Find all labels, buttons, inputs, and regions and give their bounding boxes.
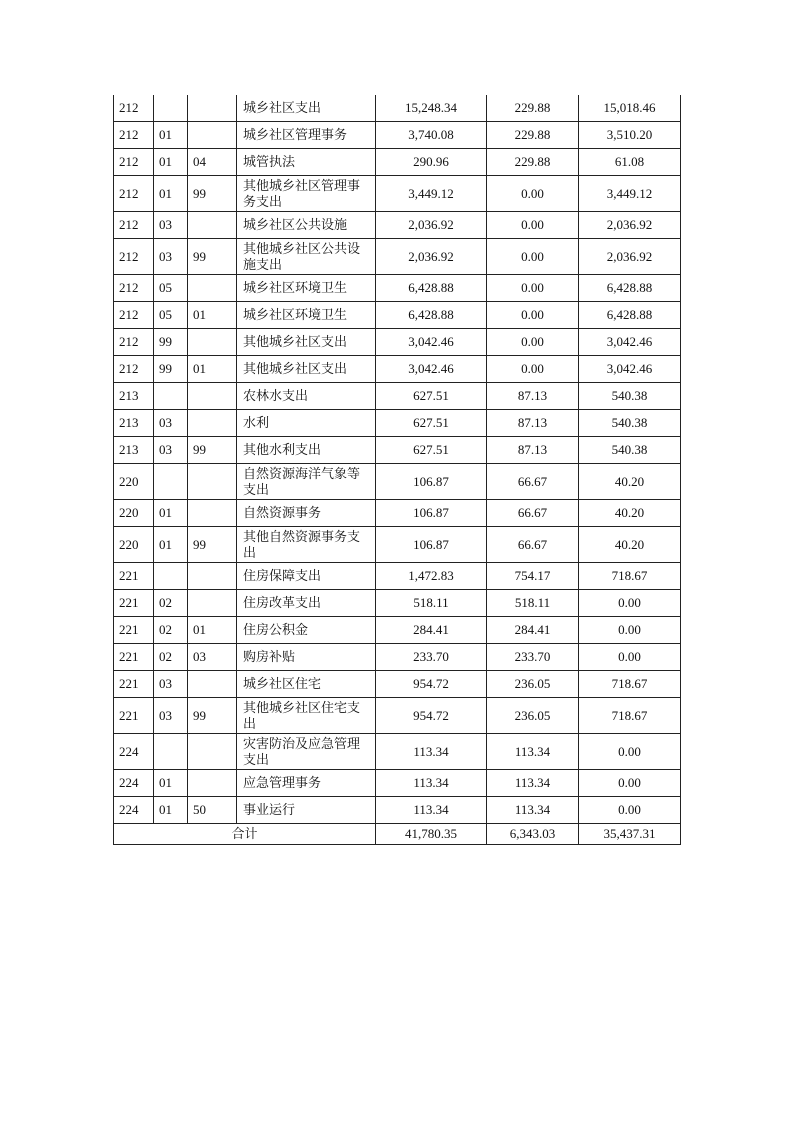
- total-amount-cell: 2,036.92: [376, 239, 487, 275]
- project-expenditure-cell: 6,428.88: [579, 302, 681, 329]
- class-code-cell: 212: [114, 329, 154, 356]
- class-code-cell: 212: [114, 356, 154, 383]
- section-code-cell: 05: [154, 302, 188, 329]
- section-code-cell: 02: [154, 617, 188, 644]
- subject-name-cell: 城乡社区支出: [237, 95, 376, 122]
- table-row: [114, 410, 681, 437]
- total-label: 合计: [114, 824, 376, 845]
- section-code-cell: 05: [154, 275, 188, 302]
- item-code-cell: [188, 500, 237, 527]
- project-expenditure-cell: 2,036.92: [579, 212, 681, 239]
- subject-name-cell: 城乡社区环境卫生: [237, 275, 376, 302]
- table-row: [114, 500, 681, 527]
- item-code-cell: 01: [188, 302, 237, 329]
- section-code-cell: 03: [154, 698, 188, 734]
- table-row: [114, 617, 681, 644]
- total-amount-cell: 627.51: [376, 437, 487, 464]
- subject-name-cell: 农林水支出: [237, 383, 376, 410]
- basic-expenditure-cell: 236.05: [487, 698, 579, 734]
- project-expenditure-cell: 40.20: [579, 464, 681, 500]
- table-row: [114, 239, 681, 275]
- project-expenditure-cell: 6,428.88: [579, 275, 681, 302]
- section-code-cell: [154, 383, 188, 410]
- subject-name-cell: 其他城乡社区住宅支出: [237, 698, 376, 734]
- expenditure-table: [113, 95, 681, 845]
- section-code-cell: 03: [154, 239, 188, 275]
- basic-expenditure-cell: 284.41: [487, 617, 579, 644]
- item-code-cell: [188, 122, 237, 149]
- class-code-cell: 212: [114, 239, 154, 275]
- total-amount-cell: 113.34: [376, 797, 487, 824]
- table-row: [114, 383, 681, 410]
- class-code-cell: 212: [114, 122, 154, 149]
- item-code-cell: [188, 383, 237, 410]
- section-code-cell: 02: [154, 590, 188, 617]
- table-row: [114, 644, 681, 671]
- section-code-cell: 01: [154, 149, 188, 176]
- section-code-cell: 02: [154, 644, 188, 671]
- item-code-cell: 50: [188, 797, 237, 824]
- class-code-cell: 221: [114, 698, 154, 734]
- basic-expenditure-cell: 0.00: [487, 212, 579, 239]
- item-code-cell: 03: [188, 644, 237, 671]
- total-amount-cell: 6,428.88: [376, 302, 487, 329]
- basic-expenditure-cell: 0.00: [487, 329, 579, 356]
- project-expenditure-cell: 0.00: [579, 734, 681, 770]
- table-row: [114, 329, 681, 356]
- item-code-cell: 01: [188, 356, 237, 383]
- project-expenditure-cell: 718.67: [579, 563, 681, 590]
- item-code-cell: [188, 95, 237, 122]
- subject-name-cell: 城乡社区公共设施: [237, 212, 376, 239]
- section-code-cell: [154, 464, 188, 500]
- total-amount-cell: 290.96: [376, 149, 487, 176]
- subject-name-cell: 其他水利支出: [237, 437, 376, 464]
- class-code-cell: 220: [114, 500, 154, 527]
- total-amount-cell: 233.70: [376, 644, 487, 671]
- class-code-cell: 213: [114, 437, 154, 464]
- project-expenditure-cell: 3,042.46: [579, 356, 681, 383]
- item-code-cell: 99: [188, 527, 237, 563]
- total-amount-cell: 2,036.92: [376, 212, 487, 239]
- item-code-cell: [188, 275, 237, 302]
- subject-name-cell: 住房改革支出: [237, 590, 376, 617]
- class-code-cell: 212: [114, 176, 154, 212]
- table-row: [114, 563, 681, 590]
- basic-expenditure-cell: 66.67: [487, 500, 579, 527]
- basic-expenditure-cell: 113.34: [487, 734, 579, 770]
- item-code-cell: [188, 734, 237, 770]
- subject-name-cell: 其他自然资源事务支出: [237, 527, 376, 563]
- project-expenditure-cell: 540.38: [579, 410, 681, 437]
- item-code-cell: [188, 410, 237, 437]
- subject-name-cell: 其他城乡社区管理事务支出: [237, 176, 376, 212]
- project-expenditure-cell: 0.00: [579, 797, 681, 824]
- subject-name-cell: 城乡社区管理事务: [237, 122, 376, 149]
- item-code-cell: 99: [188, 239, 237, 275]
- basic-expenditure-cell: 87.13: [487, 410, 579, 437]
- basic-expenditure-cell: 113.34: [487, 770, 579, 797]
- total-amount-cell: 3,042.46: [376, 356, 487, 383]
- total-amount-cell: 15,248.34: [376, 95, 487, 122]
- project-expenditure-cell: 61.08: [579, 149, 681, 176]
- item-code-cell: [188, 329, 237, 356]
- section-code-cell: [154, 563, 188, 590]
- subject-name-cell: 自然资源海洋气象等支出: [237, 464, 376, 500]
- item-code-cell: [188, 563, 237, 590]
- grand-total-basic: 6,343.03: [487, 824, 579, 845]
- subject-name-cell: 住房公积金: [237, 617, 376, 644]
- subject-name-cell: 其他城乡社区公共设施支出: [237, 239, 376, 275]
- total-amount-cell: 106.87: [376, 464, 487, 500]
- class-code-cell: 224: [114, 734, 154, 770]
- class-code-cell: 221: [114, 617, 154, 644]
- table-row: [114, 770, 681, 797]
- basic-expenditure-cell: 0.00: [487, 356, 579, 383]
- project-expenditure-cell: 3,510.20: [579, 122, 681, 149]
- item-code-cell: [188, 671, 237, 698]
- table-row: [114, 527, 681, 563]
- table-row: [114, 356, 681, 383]
- class-code-cell: 221: [114, 563, 154, 590]
- basic-expenditure-cell: 233.70: [487, 644, 579, 671]
- table-row: [114, 464, 681, 500]
- class-code-cell: 224: [114, 797, 154, 824]
- subject-name-cell: 自然资源事务: [237, 500, 376, 527]
- subject-name-cell: 应急管理事务: [237, 770, 376, 797]
- item-code-cell: [188, 590, 237, 617]
- item-code-cell: 99: [188, 698, 237, 734]
- section-code-cell: 99: [154, 356, 188, 383]
- basic-expenditure-cell: 229.88: [487, 95, 579, 122]
- basic-expenditure-cell: 66.67: [487, 464, 579, 500]
- class-code-cell: 221: [114, 671, 154, 698]
- class-code-cell: 221: [114, 644, 154, 671]
- table-row: [114, 734, 681, 770]
- basic-expenditure-cell: 87.13: [487, 383, 579, 410]
- section-code-cell: [154, 734, 188, 770]
- basic-expenditure-cell: 229.88: [487, 122, 579, 149]
- total-amount-cell: 113.34: [376, 770, 487, 797]
- class-code-cell: 221: [114, 590, 154, 617]
- subject-name-cell: 城乡社区住宅: [237, 671, 376, 698]
- subject-name-cell: 其他城乡社区支出: [237, 356, 376, 383]
- project-expenditure-cell: 40.20: [579, 500, 681, 527]
- basic-expenditure-cell: 0.00: [487, 275, 579, 302]
- total-row: [114, 824, 681, 845]
- subject-name-cell: 城乡社区环境卫生: [237, 302, 376, 329]
- class-code-cell: 213: [114, 410, 154, 437]
- project-expenditure-cell: 3,042.46: [579, 329, 681, 356]
- project-expenditure-cell: 0.00: [579, 617, 681, 644]
- total-amount-cell: 3,740.08: [376, 122, 487, 149]
- table-row: [114, 698, 681, 734]
- section-code-cell: 01: [154, 500, 188, 527]
- total-amount-cell: 954.72: [376, 698, 487, 734]
- section-code-cell: 03: [154, 212, 188, 239]
- subject-name-cell: 城管执法: [237, 149, 376, 176]
- project-expenditure-cell: 2,036.92: [579, 239, 681, 275]
- project-expenditure-cell: 718.67: [579, 698, 681, 734]
- class-code-cell: 224: [114, 770, 154, 797]
- basic-expenditure-cell: 0.00: [487, 239, 579, 275]
- subject-name-cell: 灾害防治及应急管理支出: [237, 734, 376, 770]
- basic-expenditure-cell: 87.13: [487, 437, 579, 464]
- project-expenditure-cell: 15,018.46: [579, 95, 681, 122]
- subject-name-cell: 水利: [237, 410, 376, 437]
- table-row: [114, 122, 681, 149]
- class-code-cell: 220: [114, 527, 154, 563]
- grand-total-amount: 41,780.35: [376, 824, 487, 845]
- item-code-cell: [188, 212, 237, 239]
- total-amount-cell: 106.87: [376, 500, 487, 527]
- table-row: [114, 302, 681, 329]
- class-code-cell: 220: [114, 464, 154, 500]
- table-row: [114, 671, 681, 698]
- total-amount-cell: 106.87: [376, 527, 487, 563]
- project-expenditure-cell: 0.00: [579, 644, 681, 671]
- total-amount-cell: 627.51: [376, 383, 487, 410]
- table-row: [114, 149, 681, 176]
- section-code-cell: 03: [154, 671, 188, 698]
- section-code-cell: 01: [154, 527, 188, 563]
- table-row: [114, 212, 681, 239]
- section-code-cell: 01: [154, 797, 188, 824]
- table-row: [114, 95, 681, 122]
- basic-expenditure-cell: 754.17: [487, 563, 579, 590]
- section-code-cell: 99: [154, 329, 188, 356]
- basic-expenditure-cell: 518.11: [487, 590, 579, 617]
- class-code-cell: 213: [114, 383, 154, 410]
- total-amount-cell: 113.34: [376, 734, 487, 770]
- class-code-cell: 212: [114, 212, 154, 239]
- subject-name-cell: 购房补贴: [237, 644, 376, 671]
- basic-expenditure-cell: 0.00: [487, 176, 579, 212]
- project-expenditure-cell: 0.00: [579, 770, 681, 797]
- subject-name-cell: 住房保障支出: [237, 563, 376, 590]
- total-amount-cell: 954.72: [376, 671, 487, 698]
- class-code-cell: 212: [114, 302, 154, 329]
- project-expenditure-cell: 540.38: [579, 437, 681, 464]
- total-amount-cell: 284.41: [376, 617, 487, 644]
- total-amount-cell: 518.11: [376, 590, 487, 617]
- section-code-cell: 03: [154, 437, 188, 464]
- item-code-cell: 01: [188, 617, 237, 644]
- section-code-cell: 03: [154, 410, 188, 437]
- subject-name-cell: 其他城乡社区支出: [237, 329, 376, 356]
- total-amount-cell: 1,472.83: [376, 563, 487, 590]
- section-code-cell: 01: [154, 122, 188, 149]
- project-expenditure-cell: 40.20: [579, 527, 681, 563]
- item-code-cell: 99: [188, 176, 237, 212]
- basic-expenditure-cell: 0.00: [487, 302, 579, 329]
- grand-total-project: 35,437.31: [579, 824, 681, 845]
- section-code-cell: [154, 95, 188, 122]
- total-amount-cell: 3,449.12: [376, 176, 487, 212]
- item-code-cell: 04: [188, 149, 237, 176]
- class-code-cell: 212: [114, 149, 154, 176]
- project-expenditure-cell: 718.67: [579, 671, 681, 698]
- total-amount-cell: 6,428.88: [376, 275, 487, 302]
- table-row: [114, 797, 681, 824]
- subject-name-cell: 事业运行: [237, 797, 376, 824]
- total-amount-cell: 3,042.46: [376, 329, 487, 356]
- basic-expenditure-cell: 113.34: [487, 797, 579, 824]
- section-code-cell: 01: [154, 176, 188, 212]
- basic-expenditure-cell: 236.05: [487, 671, 579, 698]
- class-code-cell: 212: [114, 95, 154, 122]
- section-code-cell: 01: [154, 770, 188, 797]
- table-row: [114, 437, 681, 464]
- project-expenditure-cell: 3,449.12: [579, 176, 681, 212]
- project-expenditure-cell: 540.38: [579, 383, 681, 410]
- project-expenditure-cell: 0.00: [579, 590, 681, 617]
- item-code-cell: [188, 464, 237, 500]
- basic-expenditure-cell: 66.67: [487, 527, 579, 563]
- basic-expenditure-cell: 229.88: [487, 149, 579, 176]
- table-row: [114, 590, 681, 617]
- item-code-cell: 99: [188, 437, 237, 464]
- class-code-cell: 212: [114, 275, 154, 302]
- item-code-cell: [188, 770, 237, 797]
- total-amount-cell: 627.51: [376, 410, 487, 437]
- table-row: [114, 176, 681, 212]
- table-row: [114, 275, 681, 302]
